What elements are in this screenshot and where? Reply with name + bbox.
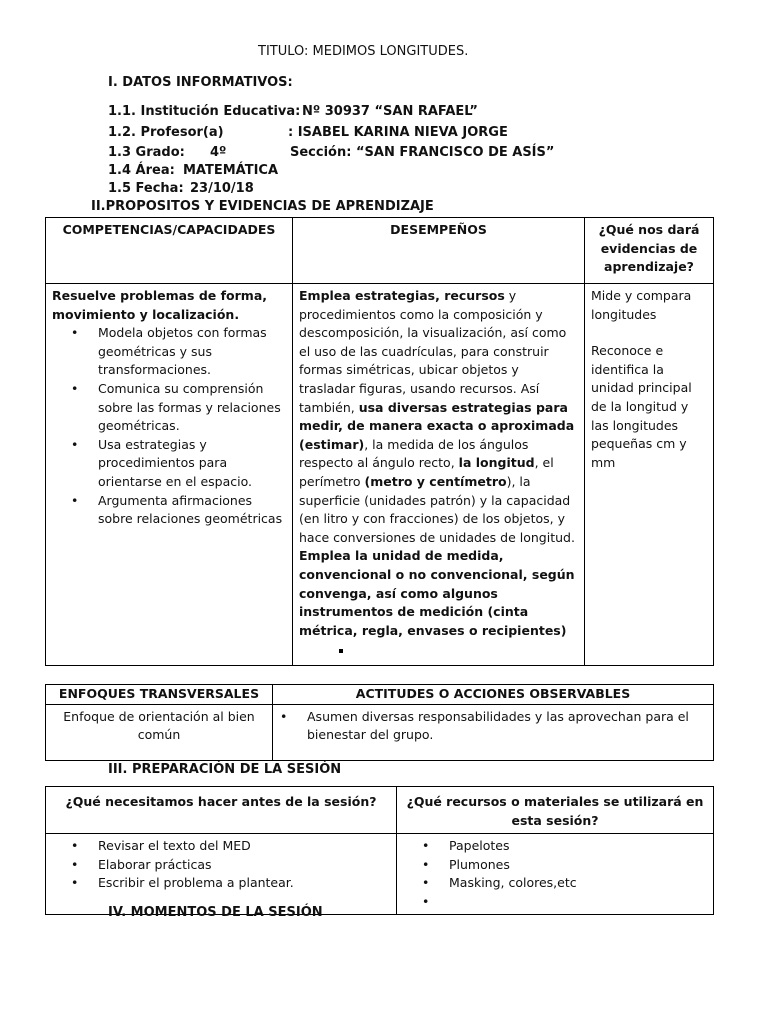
info-section-label: Sección:	[290, 145, 352, 160]
preparation-table	[45, 786, 714, 915]
enfoque-cell: Enfoque de orientación al bien común	[46, 704, 273, 760]
list-item: • Comunica su comprensión sobre las formas y relaciones geométricas.	[98, 380, 286, 436]
info-date-label: 1.5 Fecha:	[108, 181, 184, 196]
list-item: • Elaborar prácticas	[98, 856, 390, 875]
info-section-value: “SAN FRANCISCO DE ASÍS”	[356, 145, 555, 160]
desempenos-cell	[293, 284, 585, 666]
info-teacher-value: : ISABEL KARINA NIEVA JORGE	[288, 125, 508, 140]
evidencias-cell	[585, 284, 714, 666]
list-item: • Usa estrategias y procedimientos para orientarse en el espacio.	[98, 436, 286, 492]
square-bullet-icon	[339, 649, 343, 653]
actitud-cell	[273, 704, 714, 760]
col-header-desempenos: DESEMPEÑOS	[293, 218, 585, 284]
list-item	[449, 893, 707, 911]
info-institution-label: 1.1. Institución Educativa:	[108, 104, 301, 119]
enfoques-table	[45, 684, 714, 761]
col-header-competencias: COMPETENCIAS/CAPACIDADES	[46, 218, 293, 284]
section2-heading: II.PROPOSITOS Y EVIDENCIAS DE APRENDIZAJE	[91, 199, 434, 214]
antes-cell	[46, 834, 397, 915]
desempeno-text: Emplea estrategias, recursos y procedimientos como la composición y descomposición, la visualización, así como el uso de las cuadrículas, para construir formas simétricas, ubicar objetos y trasladar figuras, usando recursos. Así también, usa diversas estrategias para medir, de manera exacta o aproximada (estimar), la medida de los ángulos respecto al ángulo recto, la longitud, el perímetro (metro y centímetro), la superficie (unidades patrón) y la capacidad (en litro y con fracciones) de los objetos, y hace conversiones de unidades de longitud. Emplea la unidad de medida, convencional o no convencional, según convenga, así como algunos instrumentos de medición (cinta métrica, regla, envases o recipientes)	[299, 288, 575, 638]
section4-heading: IV. MOMENTOS DE LA SESIÓN	[108, 905, 323, 920]
list-item: • Revisar el texto del MED	[98, 837, 390, 856]
info-institution-value: Nº 30937 “SAN RAFAEL”	[302, 104, 478, 119]
competencias-cell	[46, 284, 293, 666]
competencia-title: Resuelve problemas de forma, movimiento y localización.	[52, 288, 268, 322]
list-item: • Escribir el problema a plantear.	[98, 874, 390, 893]
col-header-actitudes: ACTITUDES O ACCIONES OBSERVABLES	[273, 685, 714, 705]
evidencia-1: Mide y compara longitudes	[591, 288, 692, 322]
list-item: • Masking, colores,etc	[449, 874, 707, 893]
recursos-cell	[397, 834, 714, 915]
document-title: TITULO: MEDIMOS LONGITUDES.	[258, 44, 469, 59]
info-date-value: 23/10/18	[190, 181, 254, 196]
empty-bullet	[299, 640, 578, 659]
info-grade-value: 4º	[210, 145, 227, 160]
info-area-label: 1.4 Área:	[108, 163, 175, 178]
info-teacher-label: 1.2. Profesor(a)	[108, 125, 224, 140]
list-item: • Argumenta afirmaciones sobre relaciones geométricas	[98, 492, 286, 529]
col-header-antes: ¿Qué necesitamos hacer antes de la sesión?	[46, 787, 397, 834]
section1-heading: I. DATOS INFORMATIVOS:	[108, 75, 293, 90]
section3-heading: III. PREPARACIÓN DE LA SESIÓN	[108, 762, 342, 777]
list-item: • Papelotes	[449, 837, 707, 856]
col-header-enfoques: ENFOQUES TRANSVERSALES	[46, 685, 273, 705]
purposes-table	[45, 217, 714, 666]
list-item: • Modela objetos con formas geométricas y sus transformaciones.	[98, 324, 286, 380]
evidencia-2: Reconoce e identifica la unidad principal de la longitud y las longitudes pequeñas cm y mm	[591, 343, 692, 470]
list-item: • Plumones	[449, 856, 707, 875]
col-header-recursos: ¿Qué recursos o materiales se utilizará en esta sesión?	[397, 787, 714, 834]
info-area-value: MATEMÁTICA	[183, 163, 279, 178]
capacidades-list	[52, 324, 286, 529]
list-item: • Asumen diversas responsabilidades y las aprovechan para el bienestar del grupo.	[307, 708, 707, 745]
info-grade-label: 1.3 Grado:	[108, 145, 185, 160]
col-header-evidencias: ¿Qué nos dará evidencias de aprendizaje?	[585, 218, 714, 284]
